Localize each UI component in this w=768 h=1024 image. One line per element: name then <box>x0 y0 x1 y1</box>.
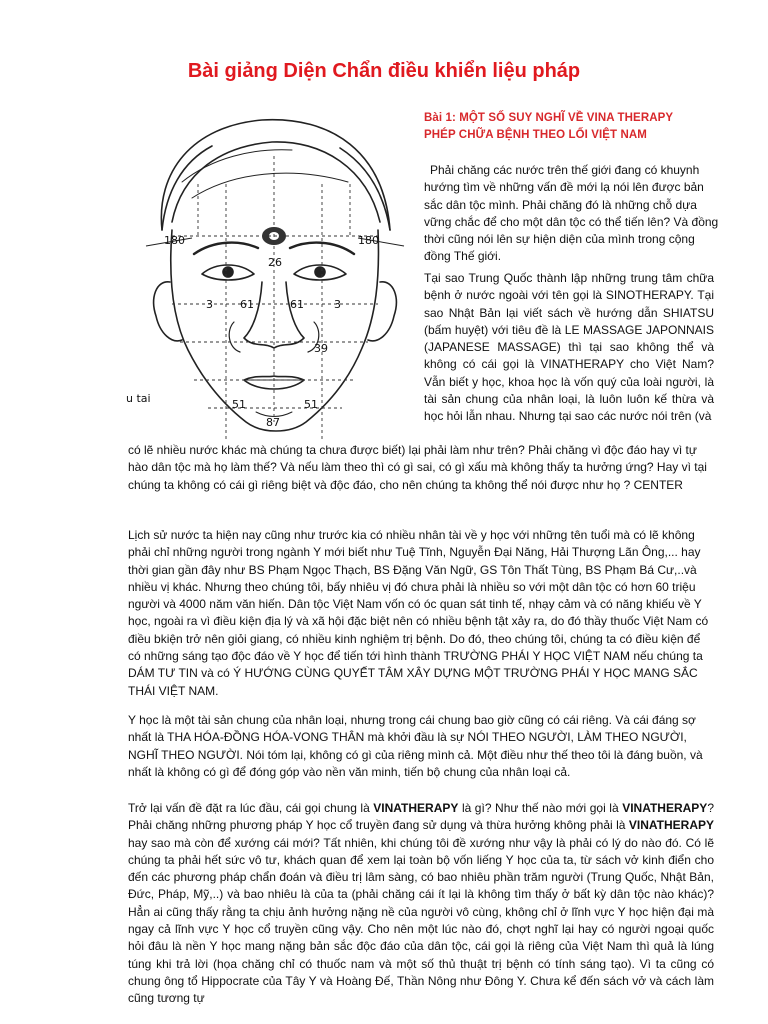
point-label-61-left: 61 <box>240 298 254 311</box>
lesson-heading-line1: Bài 1: MỘT SỐ SUY NGHĨ VỀ VINA THERAPY <box>424 112 674 124</box>
vinatherapy-text-g: hay sao mà còn để xướng cái mới? Tất nhiên, khi chúng tôi đề xướng như vậy là phải có lý do nào đó. Có lẽ chúng ta phải hết sức vô tư, khách quan để xem lại toàn bộ vốn liếng Y học của ta, từ sách vở kinh điển cho đến các phương pháp chẩn đoán và điều trị lâm sàng, có bao nhiêu phần trăm người (Trung Quốc, Nhật Bản, Đức, Pháp, Mỹ,..) và bao nhiêu là của ta (phải chăng cái ít lại là không tìm thấy ở bất kỳ dân tộc nào khác)? Hẳn ai cũng thấy rằng ta chịu ảnh hưởng nặng nề của người vô cùng, không chỉ ở lĩnh vực Y học hiện đại mà ngay cả lĩnh vực Y học cổ truyền cũng vậy. Cho nên một lúc nào đó, chợt nghĩ lại hay có người ngoại quốc hỏi đâu là nền Y học mang nặng bản sắc độc đáo của dân tộc, cái gọi là riêng của Việt Nam thì quả là lúng túng khi trả lời (họa chăng chỉ có thuốc nam và một số thủ thuật trị bệnh có tính sáng tạo). Vì ta cũng có chung ông tổ Hippocrate của Tây Y và Hoàng Đế, Thần Nông như Đông Y. Chưa kể đến sách vở và cách làm cũng tương tự <box>128 835 714 1006</box>
point-label-180-right: 180 <box>358 234 379 247</box>
page-title: Bài giảng Diện Chẩn điều khiển liệu pháp <box>187 60 581 82</box>
paragraph-sinotherapy-continued: có lẽ nhiều nước khác mà chúng ta chưa được biết) lại phải làm như trên? Phải chăng vì độc đáo hay vì tự hào dân tộc mà họ làm thế? Và nếu làm theo thì có gì sai, có gì xấu mà không thấy ta hưởng ứng? Hay vì tại chúng ta không có cái gì riêng biệt và độc đáo, cho nên chúng ta không thể nói được như họ ? CENTER <box>128 443 707 492</box>
point-label-180-left: 180 <box>164 234 185 247</box>
face-diagram <box>122 112 422 444</box>
lesson-heading <box>424 110 724 144</box>
point-label-3-right: 3 <box>334 298 341 311</box>
paragraph-history: Lịch sử nước ta hiện nay cũng như trước kia có nhiều nhân tài về y học với những tên tuổi mà có lẽ không phải chỉ những người trong ngành Y mới biết như Tuệ Tĩnh, Nguyễn Đại Năng, Hải Thượng Lãn Ông,... hay thời gian gần đây như BS Phạm Ngọc Thạch, BS Đặng Văn Ngữ, GS Tôn Thất Tùng, BS Phạm Bá Cư,..và nhiều vị khác. Nhưng theo chúng tôi, bấy nhiêu vị đó chưa phải là nhiều so với một dân tộc có hơn 60 triệu người và 4000 năm văn hiến. Dân tộc Việt Nam vốn có óc quan sát tinh tế, nhạy cảm và có năng khiếu về Y học, ngoài ra vì điều kiện địa lý và xã hội đặc biệt nên có nhiều bệnh tật xảy ra, do đó thầy thuốc Việt Nam có điều bkiện trở nên giỏi giang, có nhiều kinh nghiệm trị bệnh. Do đó, theo chúng tôi, chúng ta có điều kiện để có những sáng tạo độc đáo về Y học để tiến tới hình thành TRƯỜNG PHÁI Y HỌC VIỆT NAM nếu chúng ta DÁM TƯ TIN và có Ý HƯỚNG CÙNG QUYẾT TÂM XÂY DỰNG MỘT TRƯỜNG PHÁI Y HỌC MANG SẮC THÁI VIỆT NAM. <box>128 528 709 698</box>
vinatherapy-term-1: VINATHERAPY <box>373 801 459 815</box>
figure-caption: u tai <box>126 392 151 405</box>
point-label-51-right: 51 <box>304 398 318 411</box>
point-label-26: 26 <box>268 256 282 269</box>
paragraph-vinatherapy <box>128 800 714 1008</box>
vinatherapy-term-2: VINATHERAPY <box>622 801 708 815</box>
paragraph-assimilation: Y học là một tài sản chung của nhân loại, nhưng trong cái chung bao giờ cũng có cái riêng. Và cái đáng sợ nhất là THA HÓA-ĐỒNG HÓA-VONG THÂN mà khởi đầu là sự NÓI THEO NGƯỜI, LÀM THEO NGƯỜI, NGHĨ THEO NGƯỜI. Nói tóm lại, không có gì của riêng mình cả. Một điều như thế theo tôi là đáng buồn, và nhất là không có gì để đóng góp vào nền văn minh, tiến bộ chung của nhân loại cả. <box>128 713 703 779</box>
intro-paragraph: Phải chăng các nước trên thế giới đang có khuynh hướng tìm về những vấn đề mới lạ nói lên được bản sắc dân tộc mình. Phải chăng đó là những chỗ dựa vững chắc để cho một dân tộc có thể tiến lên? Và đồng thời cũng nói lên sự hiện diện của mình trong cộng đồng Thế giới. <box>424 163 719 264</box>
mouth <box>244 376 304 389</box>
lesson-heading-line2: PHÉP CHỮA BỆNH THEO LỐI VIỆT NAM <box>424 129 647 141</box>
left-ear <box>154 282 182 341</box>
vinatherapy-text-a: Trở lại vấn đề đặt ra lúc đầu, cái gọi chung là <box>128 801 374 815</box>
vinatherapy-term-3: VINATHERAPY <box>628 818 714 833</box>
point-label-87: 87 <box>266 416 280 429</box>
point-label-51-left: 51 <box>232 398 246 411</box>
vinatherapy-text-c: là gì? Như thế nào mới gọi là <box>458 801 623 815</box>
point-label-3-left: 3 <box>206 298 213 311</box>
paragraph-sinotherapy: Tại sao Trung Quốc thành lập những trung tâm chữa bệnh ở nước ngoài với tên gọi là SINOTHERAPY. Tại sao Nhật Bản lại viết sách về hướng dẫn SHIATSU (bấm huyệt) với tiêu đề là LE MASSAGE JAPONNAIS (JAPANESE MASSAGE) thì tại sao không thể và không có cái gọi là VINATHERAPY cho Việt Nam? Vẫn biết y học, khoa học là vốn quý của loài người, là tài sản chung của nhân loại, là luôn luôn kế thừa và học hỏi lẫn nhau. Nhưng tại sao các nước nói trên (và <box>424 271 714 424</box>
vinatherapy-text-e: ? Phải chăng những phương pháp Y học cổ truyền đang sử dụng và thừa hưởng không phải là <box>128 801 714 833</box>
point-label-39: 39 <box>314 342 328 355</box>
right-ear <box>368 282 396 341</box>
point-label-61-right: 61 <box>290 298 304 311</box>
